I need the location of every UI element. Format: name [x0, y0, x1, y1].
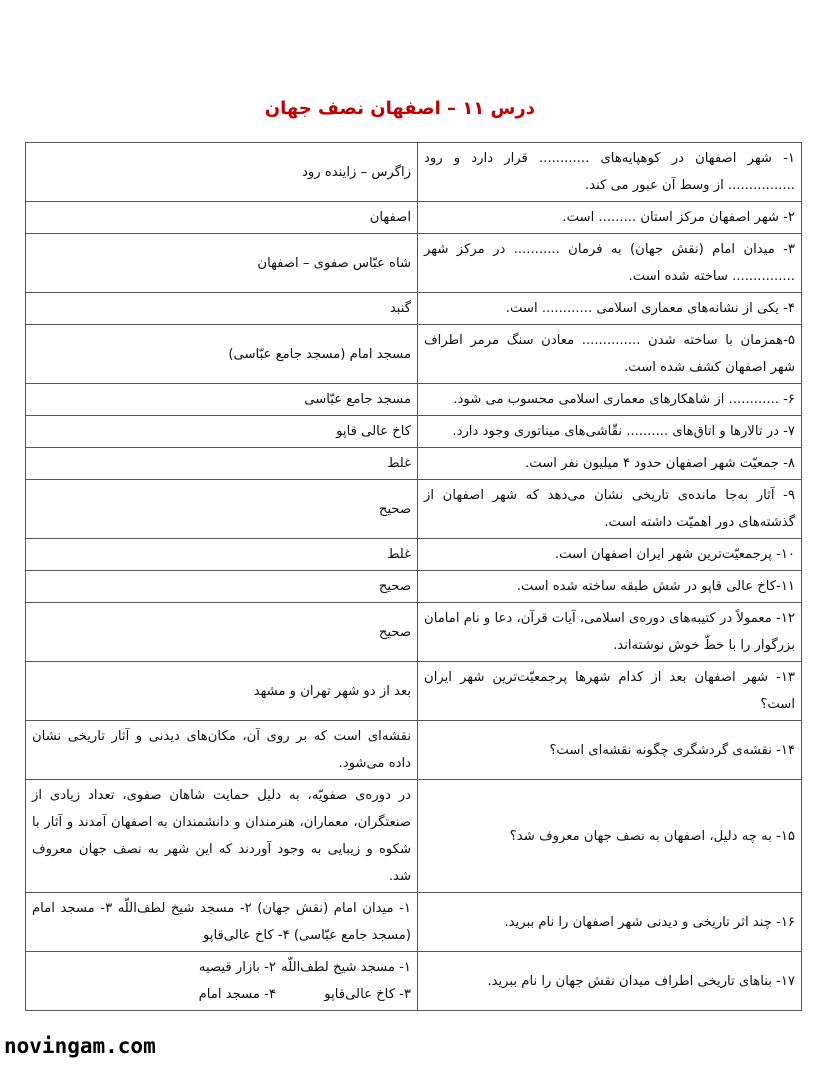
table-row — [26, 721, 802, 780]
question-cell: ۱۲- معمولاً در کتیبه‌های دوره‌ی اسلامی، آیات قرآن، دعا و نام امامان بزرگوار را با خطّ خوش نوشته‌اند. — [418, 603, 802, 662]
question-cell: ۱۱-کاخ عالی قاپو در شش طبقه ساخته شده است. — [418, 571, 802, 603]
table-row — [26, 202, 802, 234]
answer-cell: غلط — [26, 539, 418, 571]
answer-cell: بعد از دو شهر تهران و مشهد — [26, 662, 418, 721]
answer-cell: غلط — [26, 448, 418, 480]
question-cell: ۳- میدان امام (نقش جهان) به فرمان ........... در مرکز شهر ............... ساخته شده است. — [418, 234, 802, 293]
answer-cell: مسجد امام (مسجد جامع عبّاسی) — [26, 325, 418, 384]
answer-cell — [26, 952, 418, 1011]
answer-cell: ۱- میدان امام (نقش جهان) ۲- مسجد شیخ لطف‌اللّه ۳- مسجد امام (مسجد جامع عبّاسی) ۴- کاخ عالی‌قاپو — [26, 893, 418, 952]
answer-item: ۲- بازار قیصیه — [198, 960, 277, 975]
answer-item: ۴- مسجد امام — [198, 987, 277, 1002]
question-cell: ۵-همزمان با ساخته شدن .............. معادن سنگ مرمر اطراف شهر اصفهان کشف شده است. — [418, 325, 802, 384]
question-cell: ۲- شهر اصفهان مرکز استان ......... است. — [418, 202, 802, 234]
question-answer-table — [25, 142, 802, 1011]
table-row — [26, 952, 802, 1011]
table-row — [26, 384, 802, 416]
answer-line — [32, 981, 411, 1008]
table-row — [26, 539, 802, 571]
table-row — [26, 448, 802, 480]
question-cell: ۱۰- پرجمعیّت‌ترین شهر ایران اصفهان است. — [418, 539, 802, 571]
answer-cell: صحیح — [26, 603, 418, 662]
question-cell: ۱۷- بناهای تاریخی اطراف میدان نقش جهان را نام ببرید. — [418, 952, 802, 1011]
question-cell: ۱۳- شهر اصفهان بعد از کدام شهرها پرجمعیّت‌ترین شهر ایران است؟ — [418, 662, 802, 721]
table-row — [26, 416, 802, 448]
table-row — [26, 293, 802, 325]
answer-cell: کاخ عالی قاپو — [26, 416, 418, 448]
answer-item: ۱- مسجد شیخ لطف‌اللّه — [281, 960, 412, 975]
table-row — [26, 480, 802, 539]
question-cell: ۷- در تالارها و اتاق‌های .......... نقّاشی‌های میناتوری وجود دارد. — [418, 416, 802, 448]
website-footer: novingam.com — [4, 1034, 156, 1058]
answer-cell: صحیح — [26, 571, 418, 603]
question-cell: ۴- یکی از نشانه‌های معماری اسلامی ............ است. — [418, 293, 802, 325]
answer-line — [32, 954, 411, 981]
answer-cell: گنبد — [26, 293, 418, 325]
answer-cell: اصفهان — [26, 202, 418, 234]
question-cell: ۹- آثار به‌جا مانده‌ی تاریخی نشان می‌دهد که شهر اصفهان از گذشته‌های دور اهمیّت داشته است. — [418, 480, 802, 539]
answer-cell: صحیح — [26, 480, 418, 539]
answer-cell: شاه عبّاس صفوی – اصفهان — [26, 234, 418, 293]
table-row — [26, 571, 802, 603]
table-row — [26, 662, 802, 721]
question-cell: ۱۶- چند اثر تاریخی و دیدنی شهر اصفهان را نام ببرید. — [418, 893, 802, 952]
table-row — [26, 234, 802, 293]
answer-cell: مسجد جامع عبّاسی — [26, 384, 418, 416]
table-row — [26, 325, 802, 384]
table-row — [26, 893, 802, 952]
question-cell: ۱- شهر اصفهان در کوهپایه‌های ............ قرار دارد و رود ................ از وسط آن عبور می کند. — [418, 143, 802, 202]
lesson-title: درس ۱۱ – اصفهان نصف جهان — [264, 98, 535, 119]
question-cell: ۸- جمعیّت شهر اصفهان حدود ۴ میلیون نفر است. — [418, 448, 802, 480]
table-row — [26, 780, 802, 893]
table-row — [26, 603, 802, 662]
answer-item: ۳- کاخ عالی‌قاپو — [324, 987, 412, 1002]
question-cell: ۱۴- نقشه‌ی گردشگری چگونه نقشه‌ای است؟ — [418, 721, 802, 780]
answer-cell: زاگرس – زاینده رود — [26, 143, 418, 202]
question-cell: ۶- ............ از شاهکارهای معماری اسلامی محسوب می شود. — [418, 384, 802, 416]
answer-cell: نقشه‌ای است که بر روی آن، مکان‌های دیدنی و آثار تاریخی نشان داده می‌شود. — [26, 721, 418, 780]
answer-cell: در دوره‌ی صفویّه، به دلیل حمایت شاهان صفوی، تعداد زیادی از صنعتگران، معماران، هنرمندان و دانشمندان به اصفهان آمدند و آثار با شکوه و زیبایی به وجود آوردند که این شهر به نصف جهان معروف شد. — [26, 780, 418, 893]
table-row — [26, 143, 802, 202]
question-cell: ۱۵- به چه دلیل، اصفهان به نصف جهان معروف شد؟ — [418, 780, 802, 893]
